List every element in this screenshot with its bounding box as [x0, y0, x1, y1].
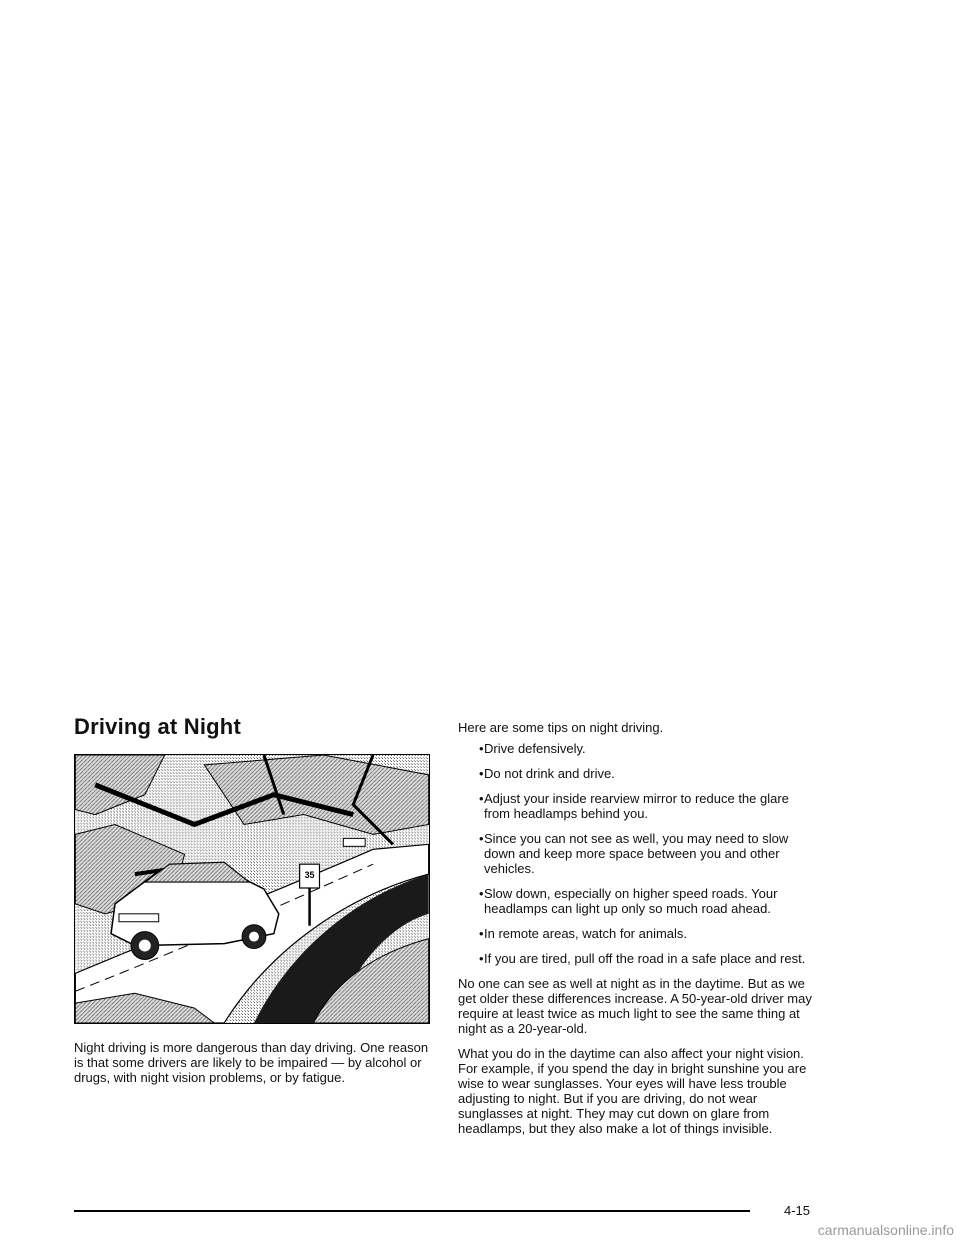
list-item: • Since you can not see as well, you may need to slow down and keep more space between you and other vehicles. — [479, 831, 789, 876]
night-vision-paragraph: No one can see as well at night as in the daytime. But as we get older these differences increase. A 50-year-old driver may require at least twice as much light to see the same thing at night as a 20-year-old. — [458, 976, 812, 1036]
list-item: • In remote areas, watch for animals. — [479, 926, 688, 941]
list-item: • If you are tired, pull off the road in a safe place and rest. — [479, 951, 806, 966]
page-title: Driving at Night — [74, 714, 241, 739]
bullet-dot-icon: • — [479, 741, 484, 756]
night-driving-illustration — [74, 754, 430, 1024]
footer-rule — [74, 1210, 750, 1212]
bullet-dot-icon: • — [479, 766, 484, 781]
bullet-dot-icon: • — [479, 926, 484, 941]
list-item: • Adjust your inside rearview mirror to reduce the glare from headlamps behind you. — [479, 791, 789, 821]
bullet-dot-icon: • — [479, 791, 484, 806]
tips-list — [458, 741, 818, 966]
bullet-dot-icon: • — [479, 886, 484, 901]
page-number: 4-15 — [784, 1203, 811, 1218]
list-item: • Drive defensively. — [479, 741, 586, 756]
list-item: • Slow down, especially on higher speed roads. Your headlamps can light up only so much road ahead. — [479, 886, 778, 916]
tips-column — [458, 720, 818, 1146]
watermark-logo: carmanualsonline.info — [817, 1222, 954, 1238]
bullet-dot-icon: • — [479, 831, 484, 846]
tips-intro: Here are some tips on night driving. — [458, 720, 664, 735]
daytime-paragraph: What you do in the daytime can also affect your night vision. For example, if you spend the day in bright sunshine you are wise to wear sunglasses. Your eyes will have less trouble adjusting to night. But if you are driving, do not wear sunglasses at night. They may cut down on glare from headlamps, but they also make a lot of things invisible. — [458, 1046, 807, 1136]
bullet-dot-icon: • — [479, 951, 484, 966]
list-item: • Do not drink and drive. — [479, 766, 615, 781]
intro-paragraph: Night driving is more dangerous than day driving. One reason is that some drivers are likely to be impaired — by alcohol or drugs, with night vision problems, or by fatigue. — [74, 1040, 429, 1085]
speed-sign-text: 35 — [304, 870, 315, 881]
